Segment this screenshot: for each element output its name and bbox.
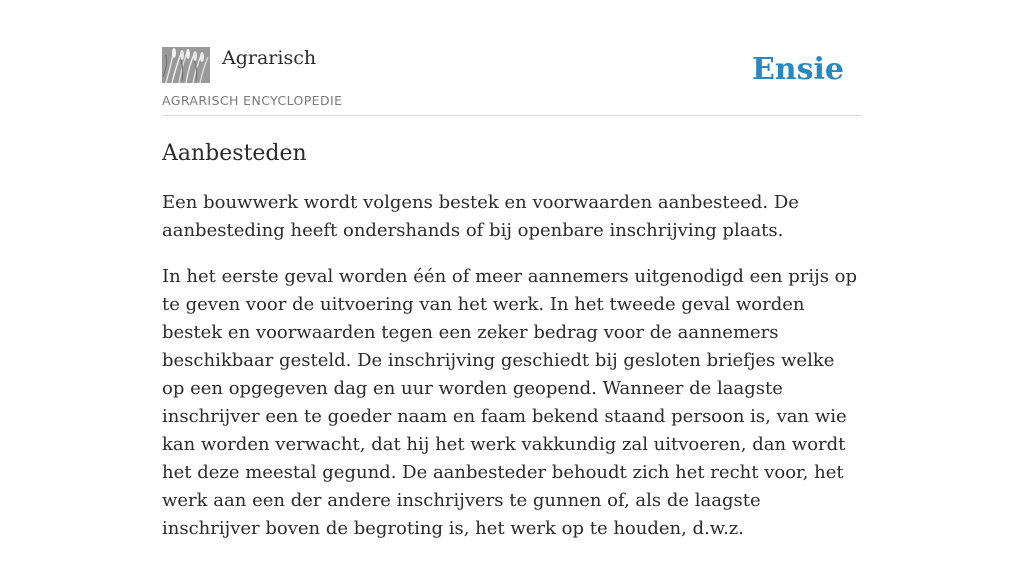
article-paragraph: Een bouwwerk wordt volgens bestek en voorwaarden aanbesteed. De aanbesteding heeft ondershands of bij openbare inschrijving plaats. (162, 192, 799, 241)
article-paragraph: In het eerste geval worden één of meer aannemers uitgenodigd een prijs op te geven voor de uitvoering van het werk. In het tweede geval worden bestek en voorwaarden tegen een zeker bedrag voor de aannemers beschikbaar gesteld. De inschrijving geschiedt bij gesloten briefjes welke op een opgegeven dag en uur worden geopend. Wanneer de laagste inschrijver een te goeder naam en faam bekend staand persoon is, van wie kan worden verwacht, dat hij het werk vakkundig zal uitvoeren, dan wordt het deze meestal gegund. De aanbesteder behoudt zich het recht voor, het werk aan een der andere inschrijvers te gunnen of, als de laagste inschrijver boven de begroting is, het werk op te houden, d.w.z. (162, 266, 858, 539)
site-subtitle: AGRARISCH ENCYCLOPEDIE (162, 93, 343, 108)
encyclopedia-avatar[interactable] (162, 47, 210, 83)
ensie-logo[interactable]: Ensie (751, 52, 844, 87)
article-title: Aanbesteden (162, 141, 307, 166)
site-name[interactable]: Agrarisch (222, 47, 317, 69)
wheat-field-image (162, 47, 210, 83)
article (162, 138, 862, 561)
site-header (162, 44, 862, 116)
